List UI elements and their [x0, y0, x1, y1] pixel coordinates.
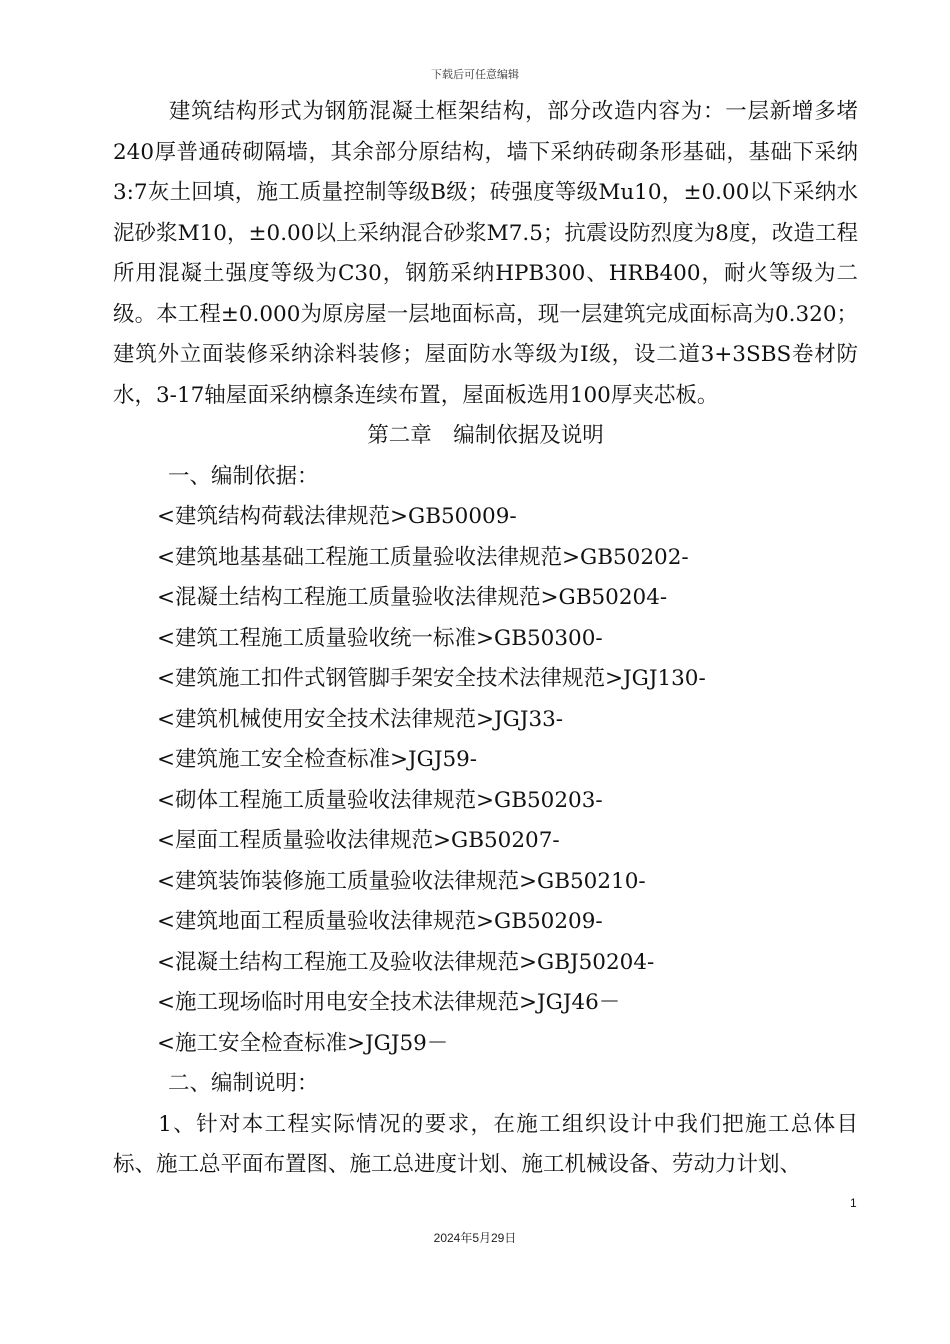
- reference-item: <建筑地基基础工程施工质量验收法律规范>GB50202-: [157, 544, 689, 570]
- section-title-explanation: 二、编制说明：: [168, 1071, 319, 1096]
- reference-item: <建筑地面工程质量验收法律规范>GB50209-: [157, 909, 603, 934]
- header-note: 下载后可任意编辑: [431, 68, 519, 81]
- reference-item: <砌体工程施工质量验收法律规范>GB50203-: [157, 787, 603, 813]
- reference-item: <建筑施工安全检查标准>JGJ59-: [157, 747, 478, 772]
- page-number: 1: [850, 1196, 857, 1210]
- reference-item: <建筑机械使用安全技术法律规范>JGJ33-: [157, 706, 564, 732]
- reference-list: [113, 497, 858, 1064]
- explanation-item-1: 1、针对本工程实际情况的要求，在施工组织设计中我们把施工总体目标、施工总平面布置图、施工总进度计划、施工机械设备、劳动力计划、: [113, 1111, 858, 1177]
- reference-item: <混凝土结构工程施工质量验收法律规范>GB50204-: [157, 585, 668, 610]
- reference-item: <建筑结构荷载法律规范>GB50009-: [157, 504, 517, 529]
- intro-paragraph: 建筑结构形式为钢筋混凝土框架结构，部分改造内容为：一层新增多堵240厚普通砖砌隔墙，其余部分原结构，墙下采纳砖砌条形基础，基础下采纳3:7灰土回填，施工质量控制等级B级；砖强度等级Mu10，±0.00以下采纳水泥砂浆M10，±0.00以上采纳混合砂浆M7.5；抗震设防烈度为8度，改造工程所用混凝土强度等级为C30，钢筋采纳HPB300、HRB400，耐火等级为二级。本工程±0.000为原房屋一层地面标高，现一层建筑完成面标高为0.320；建筑外立面装修采纳涂料装修；屋面防水等级为Ⅰ级，设二道3+3SBS卷材防水，3-17轴屋面采纳檩条连续布置，屋面板选用100厚夹芯板。: [113, 99, 858, 408]
- reference-item: <建筑工程施工质量验收统一标准>GB50300-: [157, 625, 603, 651]
- chapter-title: 第二章 编制依据及说明: [367, 423, 604, 448]
- reference-item: <施工安全检查标准>JGJ59－: [157, 1030, 449, 1056]
- document-body: [113, 92, 858, 1186]
- reference-item: <屋面工程质量验收法律规范>GB50207-: [157, 828, 560, 853]
- reference-item: <施工现场临时用电安全技术法律规范>JGJ46－: [157, 990, 621, 1015]
- footer-date: 2024年5月29日: [433, 1231, 517, 1245]
- reference-item: <建筑施工扣件式钢管脚手架安全技术法律规范>JGJ130-: [157, 666, 706, 691]
- reference-item: <混凝土结构工程施工及验收法律规范>GBJ50204-: [157, 949, 655, 975]
- reference-item: <建筑装饰装修施工质量验收法律规范>GB50210-: [157, 868, 646, 894]
- section-title-basis: 一、编制依据：: [168, 463, 319, 489]
